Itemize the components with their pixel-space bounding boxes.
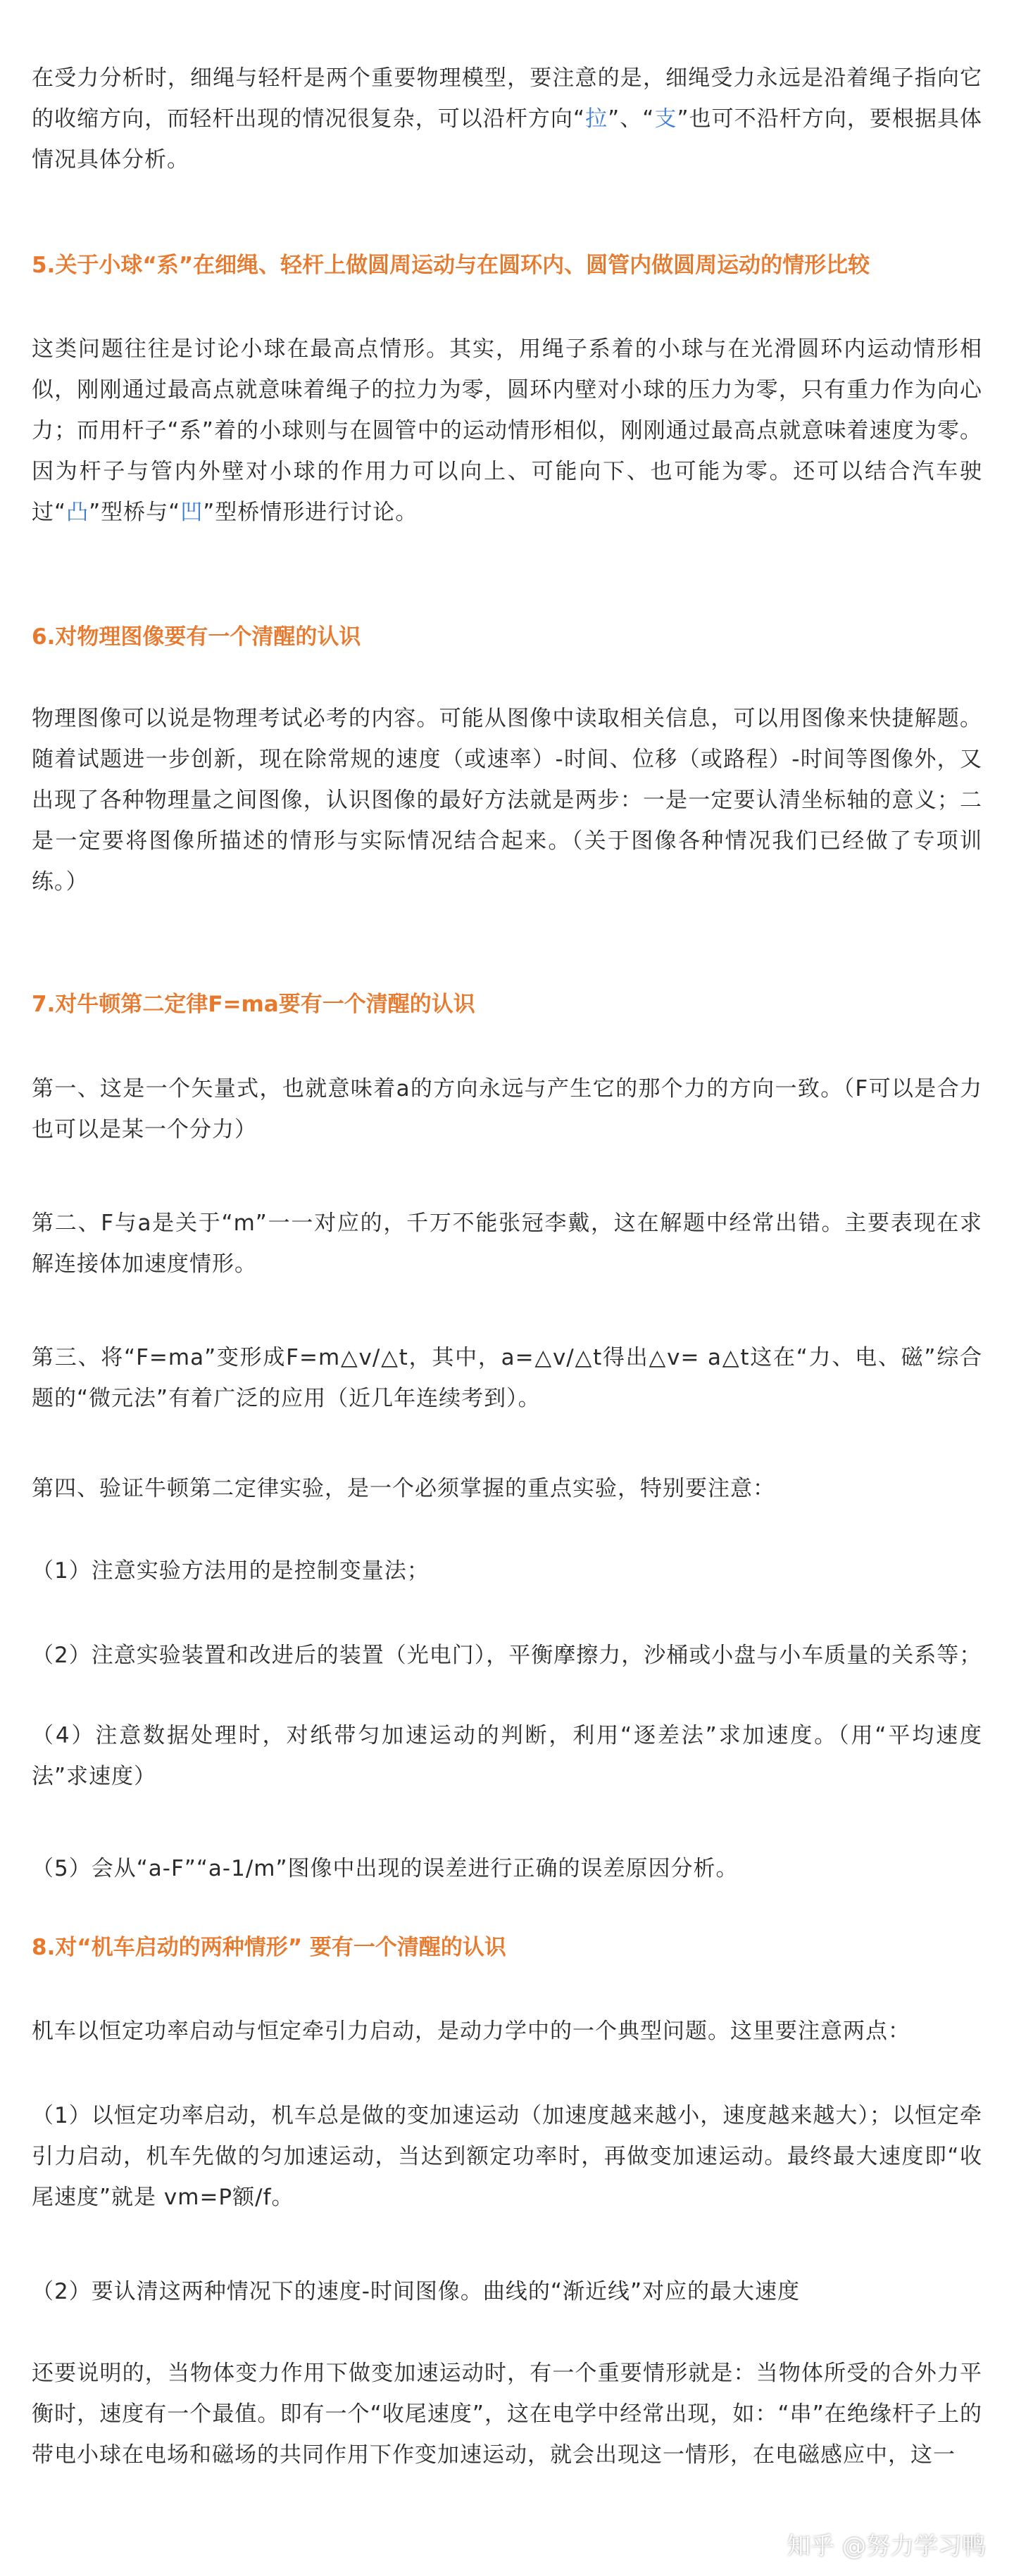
section-7-third: 第三、将“F=ma”变形成F=m△v/△t，其中，a=△v/△t得出△v= a△t这在“力、电、磁”综合题的“微元法”有着广泛的应用（近几年连续考到）。 [32,1345,982,1411]
section-6-paragraph: 物理图像可以说是物理考试必考的内容。可能从图像中读取相关信息，可以用图像来快捷解题。随着试题进一步创新，现在除常规的速度（或速率）-时间、位移（或路程）-时间等图像外，又出现了各种物理量之间图像，认识图像的最好方法就是两步：一是一定要认清坐标轴的意义；二是一定要将图像所描述的情形与实际情况结合起来。（关于图像各种情况我们已经做了专项训练。） [32,706,982,895]
highlight-concave: 凹 [180,500,204,525]
intro-text-3: ”也可不沿杆方向，要根据具体情况具体分析。 [32,106,983,172]
section-5-text-3: ”型桥情形进行讨论。 [203,500,418,525]
section-8-item-2: （2）要认清这两种情况下的速度-时间图像。曲线的“渐近线”对应的最大速度 [32,2279,801,2304]
highlight-push: 支 [654,106,677,132]
zhihu-watermark: 知乎 @努力学习鸭 [787,2532,986,2561]
section-5-text-1: 这类问题往往是讨论小球在最高点情形。其实，用绳子系着的小球与在光滑圆环内运动情形相似，刚刚通过最高点就意味着绳子的拉力为零，圆环内壁对小球的压力为零，只有重力作为向心力；而用杆子“系”着的小球则与在圆管中的运动情形相似，刚刚通过最高点就意味着速度为零。因为杆子与管内外壁对小球的作用力可以向上、可能向下、也可能为零。还可以结合汽车驶过“ [32,336,982,525]
section-7-first: 第一、这是一个矢量式，也就意味着a的方向永远与产生它的那个力的方向一致。（F可以是合力也可以是某一个分力） [32,1076,982,1142]
section-7-heading: 7.对牛顿第二定律F=ma要有一个清醒的认识 [32,992,475,1017]
highlight-convex: 凸 [66,500,89,525]
section-8-closing: 还要说明的，当物体变力作用下做变加速运动时，有一个重要情形就是：当物体所受的合外力平衡时，速度有一个最值。即有一个“收尾速度”，这在电学中经常出现，如：“串”在绝缘杆子上的带电小球在电场和磁场的共同作用下作变加速运动，就会出现这一情形，在电磁感应中，这一 [32,2361,982,2468]
section-7-item-4: （4）注意数据处理时，对纸带匀加速运动的判断，利用“逐差法”求加速度。（用“平均速度法”求速度） [32,1723,982,1789]
highlight-pull: 拉 [585,106,608,132]
section-5-paragraph [32,329,982,533]
section-5-heading: 5.关于小球“系”在细绳、轻杆上做圆周运动与在圆环内、圆管内做圆周运动的情形比较 [32,253,870,278]
section-8-heading: 8.对“机车启动的两种情形” 要有一个清醒的认识 [32,1935,506,1960]
section-7-fourth: 第四、验证牛顿第二定律实验，是一个必须掌握的重点实验，特别要注意： [32,1476,775,1501]
section-6-heading: 6.对物理图像要有一个清醒的认识 [32,624,361,650]
section-7-item-5: （5）会从“a-F”“a-1/m”图像中出现的误差进行正确的误差原因分析。 [32,1856,739,1881]
section-7-second: 第二、F与a是关于“m”一一对应的，千万不能张冠李戴，这在解题中经常出错。主要表现在求解连接体加速度情形。 [32,1211,982,1277]
section-5-text-2: ”型桥与“ [89,500,181,525]
intro-text-2: ”、“ [608,106,655,132]
section-7-item-2: （2）注意实验装置和改进后的装置（光电门），平衡摩擦力，沙桶或小盘与小车质量的关系等； [32,1643,982,1668]
intro-paragraph [32,58,982,180]
section-8-item-1: （1）以恒定功率启动，机车总是做的变加速运动（加速度越来越小，速度越来越大）；以恒定牵引力启动，机车先做的匀加速运动，当达到额定功率时，再做变加速运动。最终最大速度即“收尾速度”就是 vm=P额/f。 [32,2103,982,2210]
section-8-intro: 机车以恒定功率启动与恒定牵引力启动，是动力学中的一个典型问题。这里要注意两点： [32,2019,910,2044]
section-7-item-1: （1）注意实验方法用的是控制变量法； [32,1558,430,1584]
intro-text-1: 在受力分析时，细绳与轻杆是两个重要物理模型，要注意的是，细绳受力永远是沿着绳子指向它的收缩方向，而轻杆出现的情况很复杂，可以沿杆方向“ [32,65,982,132]
